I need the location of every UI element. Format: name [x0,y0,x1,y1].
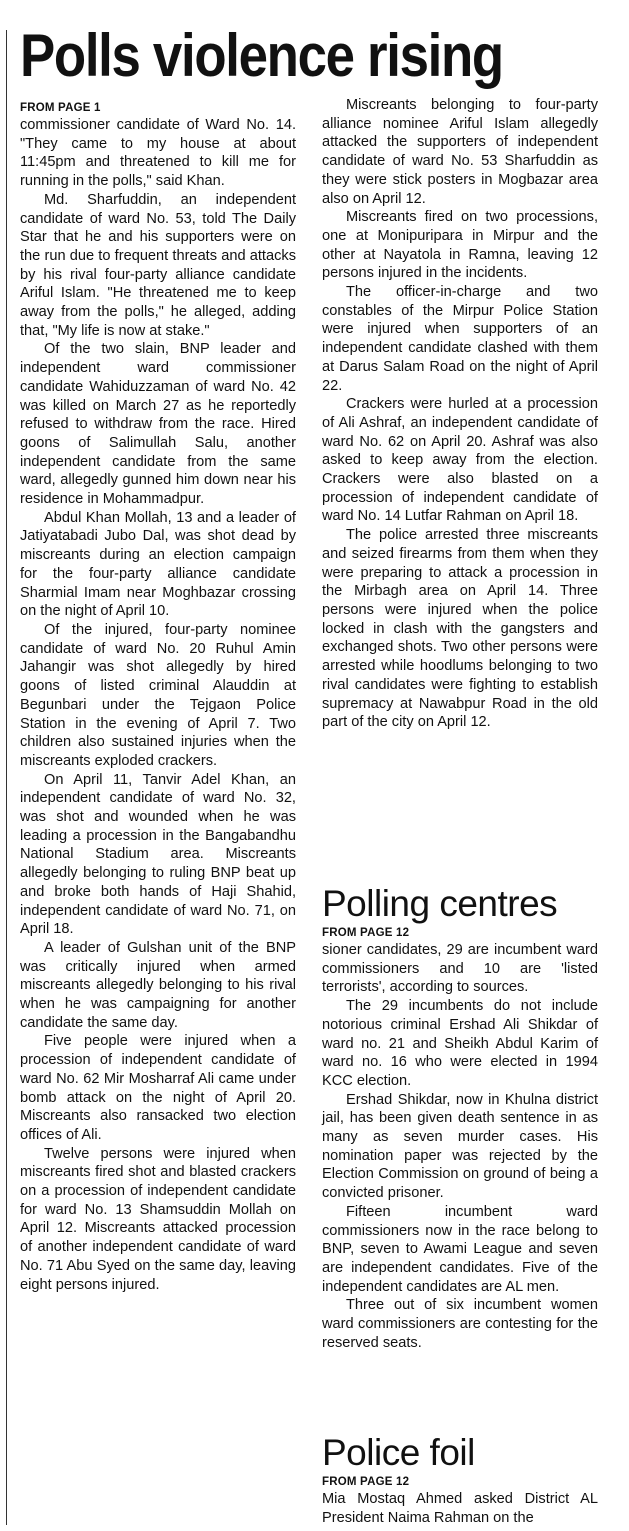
from-page-label: FROM PAGE 1 [20,102,101,114]
article-paragraph: The police arrested three miscreants and seized firearms from them when they were preparing to attack a procession in the Mirbagh area on April 14. Three persons were injured when the police locked in clash with the gangsters and exchanged shots. Two other persons were arrested while hoodlums belonging to two rival candidates were fighting to establish supremacy at Nawabpur Road in the old part of the city on April 12. [322,527,598,731]
article-paragraph: Ershad Shikdar, now in Khulna district jail, has been given death sentence in as many as seven murder cases. His nomination paper was rejected by the Election Commission on ground of being a convicted prisoner. [322,1091,598,1202]
column-rule [6,30,7,1525]
article-column-left [20,100,296,1294]
article-paragraph: Mia Mostaq Ahmed asked District AL President Naima Rahman on the [322,1491,598,1526]
polling-centres-title: Polling centres [322,883,558,924]
article-paragraph: Twelve persons were injured when miscreants fired shot and blasted crackers on a procession of independent candidate for ward No. 13 Shamsuddin Mollah on April 12. Miscreants attacked procession of another independent candidate of ward No. 71 Abu Syed on the same day, leaving eight persons injured. [20,1145,296,1293]
article-paragraph: sioner candidates, 29 are incumbent ward commissioners and 10 are 'listed terrorists', according to sources. [322,942,598,996]
police-foil-title: Police foil [322,1432,475,1473]
article-paragraph: Md. Sharfuddin, an independent candidate of ward No. 53, told The Daily Star that he and his supporters were on the run due to frequent threats and attacks by his rival four-party alliance candidate Ariful Islam. "He threatened me to keep away from the polls," he alleged, adding that, "My life is now at stake." [20,191,296,339]
police-from-page-label: FROM PAGE 12 [322,1476,410,1488]
article-column-right [322,96,598,732]
article-paragraph: Crackers were hurled at a procession of Ali Ashraf, an independent candidate of ward No. 62 on April 20. Ashraf was also asked to keep away from the election. Crackers were also blasted on a procession of independent candidate of ward No. 14 Lutfar Rahman on April 18. [322,396,598,525]
polling-centres-article [322,883,598,1352]
article-paragraph: The officer-in-charge and two constables of the Mirpur Police Station were injured when supporters of an independent candidate clashed with them at Darus Salam Road on the night of April 22. [322,284,598,394]
article-paragraph: Fifteen incumbent ward commissioners now in the race belong to BNP, seven to Awami League and seven are independent candidates. Five of the independent candidates are AL men. [322,1203,598,1295]
article-paragraph: Miscreants belonging to four-party alliance nominee Ariful Islam allegedly attacked the supporters of independent candidate of ward No. 53 Sharfuddin as they were stick posters in Mogbazar area also on April 12. [322,97,598,207]
article-paragraph: commissioner candidate of Ward No. 14. "They came to my house at about 11:45pm and threatened to kill me for running in the polls," said Khan. [20,117,296,190]
article-paragraph: Of the injured, four-party nominee candidate of ward No. 20 Ruhul Amin Jahangir was shot allegedly by hired goons of listed criminal Alauddin at Begunbari under the Tejgaon Police Station in the evening of April 7. Two children also sustained injuries when the miscreants exploded crackers. [20,621,296,769]
article-paragraph: Five people were injured when a procession of independent candidate of ward No. 62 Mir Mosharraf Ali came under bomb attack on the night of April 20. Miscreants also ransacked two election offices of Ali. [20,1033,296,1143]
article-paragraph: On April 11, Tanvir Adel Khan, an independent candidate of ward No. 32, was shot and wounded when he was leading a procession in the Bangabandhu National Stadium area. Miscreants allegedly belonging to ruling BNP beat up and broke both hands of Haji Shahid, independent candidate of ward No. 71, on April 18. [20,771,296,938]
headline: Polls violence rising [20,22,503,89]
article-paragraph: The 29 incumbents do not include notorious criminal Ershad Ali Shikdar of ward no. 21 and Sheikh Abdul Karim of ward no. 16 who were elected in 1994 KCC election. [322,998,598,1089]
polling-from-page-label: FROM PAGE 12 [322,927,410,939]
article-paragraph: Of the two slain, BNP leader and independent ward commissioner candidate Wahiduzzaman of ward No. 42 was killed on March 27 as he reportedly refused to withdraw from the race. Hired goons of Salimullah Salu, another independent candidate from the same ward, allegedly gunned him down near his residence in Mohammadpur. [20,341,296,508]
article-paragraph: Abdul Khan Mollah, 13 and a leader of Jatiyatabadi Jubo Dal, was shot dead by miscreants during an election campaign for the four-party alliance candidate Sharmial Imam near Moghbazar crossing on the night of April 10. [20,509,296,620]
article-paragraph: Three out of six incumbent women ward commissioners are contesting for the reserved seats. [322,1297,598,1351]
article-paragraph: A leader of Gulshan unit of the BNP was critically injured when armed miscreants allegedly belonging to his rival when he was campaigning for another candidate the same day. [20,939,296,1031]
police-foil-article [322,1432,598,1527]
article-paragraph: Miscreants fired on two processions, one at Monipuripara in Mirpur and the other at Nayatola in Ramna, leaving 12 persons injured in the incidents. [322,209,598,282]
